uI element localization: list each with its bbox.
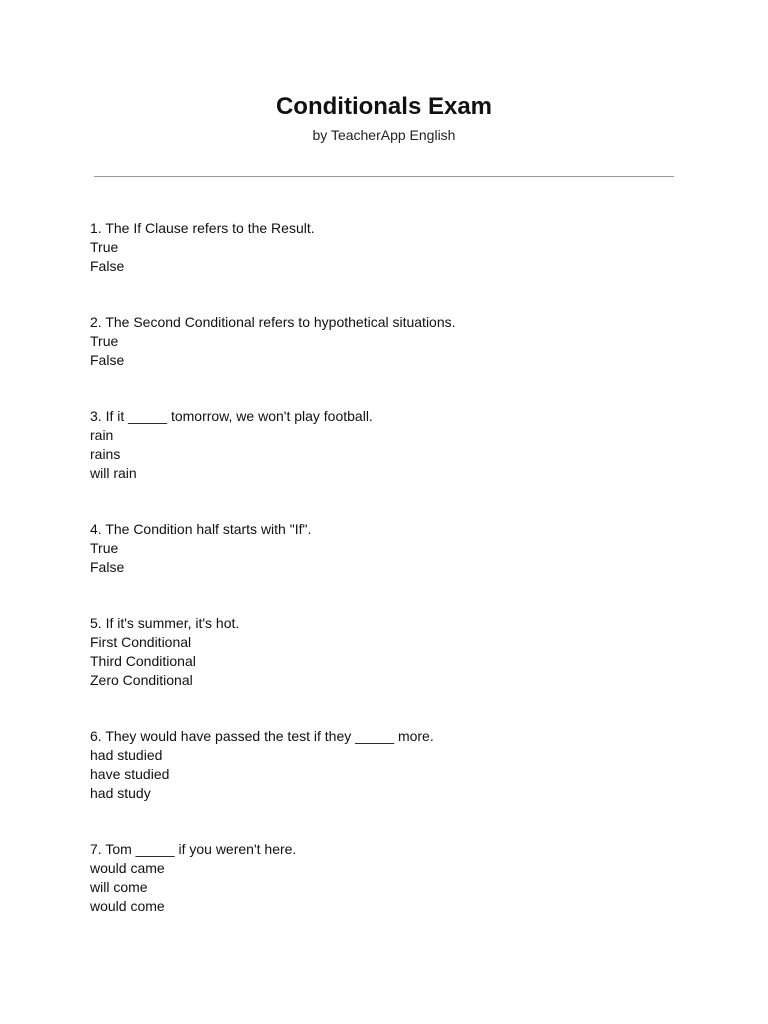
exam-header bbox=[0, 90, 768, 146]
answer-option: First Conditional bbox=[90, 634, 192, 650]
question-2 bbox=[90, 313, 456, 370]
question-1 bbox=[90, 219, 315, 276]
question-5 bbox=[90, 614, 239, 690]
answer-option: would came bbox=[90, 860, 165, 876]
question-prompt: 2. The Second Conditional refers to hypothetical situations. bbox=[90, 314, 456, 330]
answer-option: would come bbox=[90, 898, 165, 914]
answer-option: rain bbox=[90, 427, 114, 443]
answer-option: Third Conditional bbox=[90, 653, 196, 669]
question-prompt: 4. The Condition half starts with "If". bbox=[90, 521, 312, 537]
page-subtitle: by TeacherApp English bbox=[312, 127, 456, 143]
answer-option: had study bbox=[90, 785, 151, 801]
answer-option: True bbox=[90, 239, 119, 255]
answer-option: True bbox=[90, 540, 119, 556]
answer-option: had studied bbox=[90, 747, 163, 763]
answer-option: rains bbox=[90, 446, 121, 462]
header-divider bbox=[94, 176, 674, 177]
question-prompt: 1. The If Clause refers to the Result. bbox=[90, 220, 315, 236]
answer-option: False bbox=[90, 559, 125, 575]
answer-option: Zero Conditional bbox=[90, 672, 193, 688]
answer-option: False bbox=[90, 352, 125, 368]
answer-option: True bbox=[90, 333, 119, 349]
question-3 bbox=[90, 407, 373, 483]
answer-option: will rain bbox=[90, 465, 137, 481]
answer-option: will come bbox=[90, 879, 148, 895]
question-prompt: 6. They would have passed the test if they _____ more. bbox=[90, 728, 434, 744]
question-prompt: 5. If it's summer, it's hot. bbox=[90, 615, 240, 631]
answer-option: False bbox=[90, 258, 125, 274]
question-7 bbox=[90, 840, 296, 916]
page-title: Conditionals Exam bbox=[275, 93, 493, 120]
question-prompt: 3. If it _____ tomorrow, we won't play football. bbox=[90, 408, 373, 424]
question-prompt: 7. Tom _____ if you weren't here. bbox=[90, 841, 297, 857]
answer-option: have studied bbox=[90, 766, 170, 782]
question-4 bbox=[90, 520, 311, 577]
question-6 bbox=[90, 727, 434, 803]
